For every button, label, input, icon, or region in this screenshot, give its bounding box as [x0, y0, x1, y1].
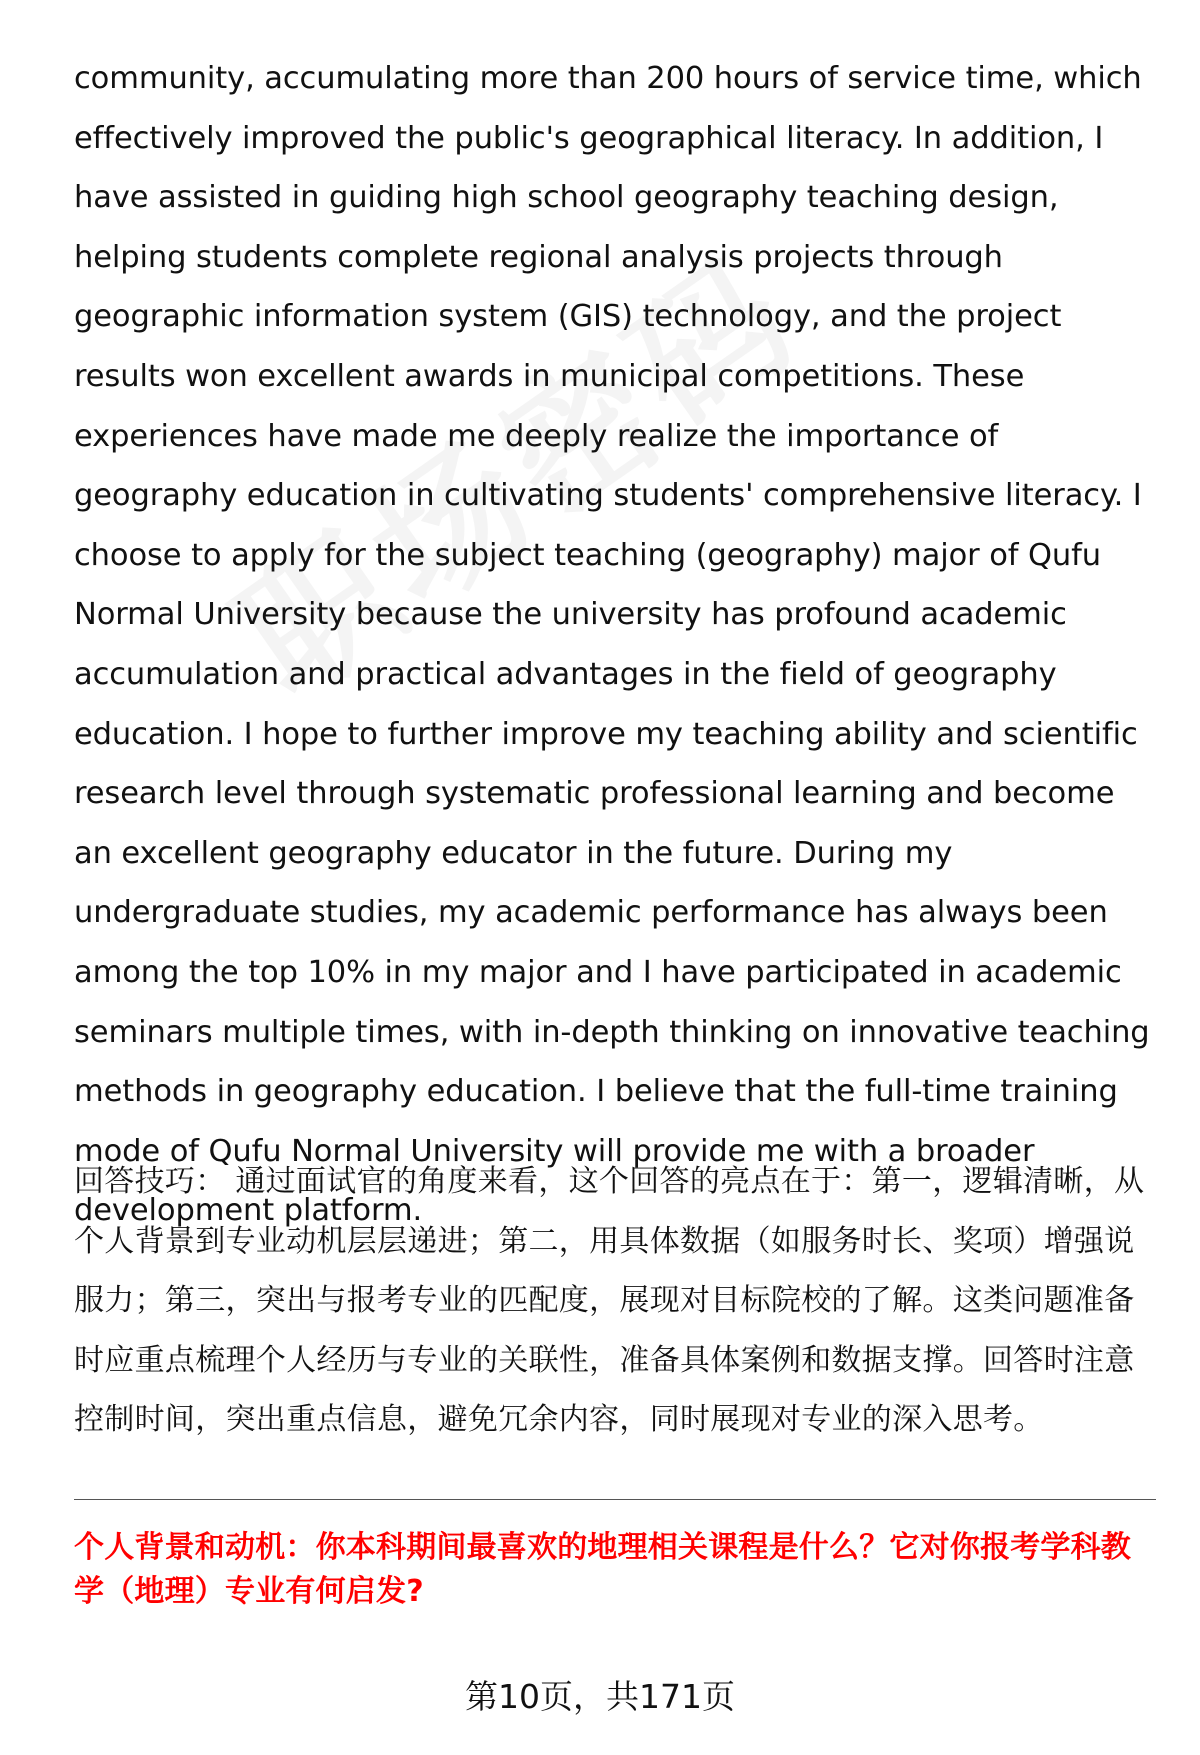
next-question-heading: 个人背景和动机：你本科期间最喜欢的地理相关课程是什么？它对你报考学科教学（地理）专业有何启发? — [74, 1530, 1131, 1609]
answer-english-paragraph: community, accumulating more than 200 hours of service time, which effectively improved the public's geographical literacy. In addition, I have assisted in guiding high school geography teaching design, helping students complete regional analysis projects through geographic information system (GIS) technology, and the project results won excellent awards in municipal competitions. These experiences have made me deeply realize the importance of geography education in cultivating students' comprehensive literacy. I choose to apply for the subject teaching (geography) major of Qufu Normal University because the university has profound academic accumulation and practical advantages in the field of geography education. I hope to further improve my teaching ability and scientific research level through systematic professional learning and become an excellent geography educator in the future. During my undergraduate studies, my academic performance has always been among the top 10% in my major and I have participated in academic seminars multiple times, with in-depth thinking on innovative teaching methods in geography education. I believe that the full-time training mode of Qufu Normal University will provide me with a broader development platform. — [74, 61, 1150, 1229]
section-divider — [74, 1499, 1156, 1500]
answer-tips-paragraph: 回答技巧： 通过面试官的角度来看，这个回答的亮点在于：第一，逻辑清晰，从个人背景到专业动机层层递进；第二，用具体数据（如服务时长、奖项）增强说服力；第三，突出与报考专业的匹配度，展现对目标院校的了解。这类问题准备时应重点梳理个人经历与专业的关联性，准备具体案例和数据支撑。回答时注意控制时间，突出重点信息，避免冗余内容，同时展现对专业的深入思考。 — [74, 1164, 1145, 1437]
page-indicator: 第10页，共171页 — [465, 1677, 735, 1716]
